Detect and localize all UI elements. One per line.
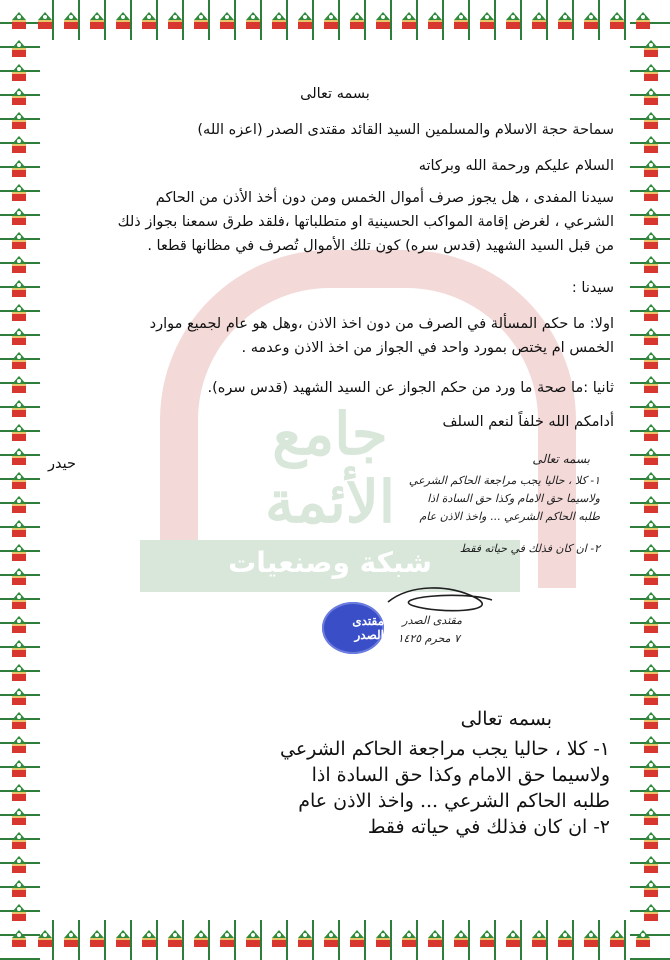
border-ornament-icon [10,760,28,778]
border-ornament-icon [166,930,184,948]
official-stamp: مقتدى الصدر [322,602,384,654]
border-ornament-icon [36,930,54,948]
border-ornament-icon [642,832,660,850]
handwritten-line: ١- كلا ، حاليا يجب مراجعة الحاكم الشرعي [408,474,600,487]
border-ornament-icon [634,930,652,948]
border-ornament-icon [556,12,574,30]
border-ornament-icon [504,930,522,948]
border-ornament-icon [10,328,28,346]
border-ornament-icon [556,930,574,948]
letter-sender: حيدر [48,456,76,472]
border-ornament-icon [642,64,660,82]
border-ornament-icon [642,208,660,226]
letter-greeting: السلام عليكم ورحمة الله وبركاته [418,158,614,174]
border-ornament-icon [642,592,660,610]
border-ornament-icon [10,930,28,948]
border-ornament-icon [192,930,210,948]
border-ornament-icon [642,352,660,370]
first-line: اولا: ما حكم المسألة في الصرف من دون اخذ الاذن ،وهل هو عام لجميع موارد [149,316,614,332]
border-ornament-icon [478,930,496,948]
border-ornament-icon [642,328,660,346]
border-ornament-icon [608,12,626,30]
border-ornament-icon [374,930,392,948]
border-ornament-icon [10,568,28,586]
border-ornament-icon [642,616,660,634]
border-ornament-icon [88,12,106,30]
border-ornament-icon [10,856,28,874]
border-ornament-icon [642,664,660,682]
border-ornament-icon [10,664,28,682]
border-ornament-icon [642,376,660,394]
border-ornament-icon [642,472,660,490]
border-ornament-icon [10,808,28,826]
border-ornament-icon [114,12,132,30]
letter-first-question [56,312,614,360]
border-ornament-icon [642,736,660,754]
watermark-band-text: شبكة وصنعيات [228,546,432,579]
border-ornament-icon [322,930,340,948]
border-ornament-icon [642,112,660,130]
letter-closing: أدامكم الله خلفاً لنعم السلف [442,414,614,430]
border-ornament-icon [642,280,660,298]
border-ornament-icon [10,136,28,154]
border-ornament-icon [10,184,28,202]
border-ornament-icon [166,12,184,30]
border-ornament-icon [582,12,600,30]
border-ornament-icon [642,520,660,538]
first-line: الخمس ام يختص بمورد واحد في الجواز من اخذ الاذن وعدمه . [241,340,614,356]
transcription-line: ٢- ان كان فذلك في حياته فقط [367,816,610,838]
border-ornament-icon [642,880,660,898]
border-ornament-icon [642,424,660,442]
border-ornament-icon [62,12,80,30]
border-ornament-icon [10,688,28,706]
border-ornament-icon [10,496,28,514]
border-ornament-icon [10,832,28,850]
border-ornament-icon [642,808,660,826]
border-ornament-icon [374,12,392,30]
border-ornament-icon [10,376,28,394]
question-line: الشرعي ، لغرض إقامة المواكب الحسينية او متطلباتها ،فلقد طرق سمعنا بجواز ذلك [117,214,614,230]
border-ornament-icon [270,930,288,948]
border-ornament-icon [10,880,28,898]
letter-title: بسمه تعالى [300,86,370,102]
border-ornament-icon [642,136,660,154]
border-ornament-icon [452,930,470,948]
border-ornament-icon [10,736,28,754]
border-ornament-icon [348,12,366,30]
border-ornament-icon [10,904,28,922]
question-line: سيدنا المفدى ، هل يجوز صرف أموال الخمس ومن دون أخذ الأذن من الحاكم [155,190,614,206]
border-ornament-icon [642,712,660,730]
letter-addressee: سماحة حجة الاسلام والمسلمين السيد القائد مقتدى الصدر (اعزه الله) [197,122,614,138]
border-ornament-icon [642,568,660,586]
border-ornament-icon [296,930,314,948]
border-ornament-icon [10,712,28,730]
letter-second-question: ثانيا :ما صحة ما ورد من حكم الجواز عن السيد الشهيد (قدس سره). [207,380,614,396]
handwritten-line: طلبه الحاكم الشرعي ... واخذ الاذن عام [419,510,600,523]
border-ornament-icon [642,904,660,922]
border-ornament-icon [530,12,548,30]
border-ornament-icon [10,472,28,490]
border-ornament-icon [582,930,600,948]
border-ornament-icon [140,930,158,948]
border-ornament-icon [642,496,660,514]
border-ornament-icon [642,232,660,250]
border-ornament-icon [10,64,28,82]
border-ornament-icon [10,784,28,802]
border-ornament-icon [10,280,28,298]
border-ornament-icon [10,40,28,58]
transcription-line: طلبه الحاكم الشرعي ... واخذ الاذن عام [298,790,610,812]
border-ornament-icon [218,930,236,948]
border-ornament-icon [244,12,262,30]
signature-name: مقتدى الصدر [402,614,462,627]
border-ornament-icon [10,520,28,538]
border-ornament-icon [504,12,522,30]
border-ornament-icon [642,304,660,322]
border-ornament-icon [36,12,54,30]
border-ornament-icon [530,930,548,948]
border-ornament-icon [10,304,28,322]
border-ornament-icon [114,930,132,948]
border-ornament-icon [10,88,28,106]
border-ornament-icon [10,12,28,30]
border-ornament-icon [478,12,496,30]
border-ornament-icon [400,12,418,30]
question-line: من قبل السيد الشهيد (قدس سره) كون تلك الأموال تُصرف في مظانها قطعا . [147,238,614,254]
transcription-title: بسمه تعالى [460,708,552,730]
border-ornament-icon [10,592,28,610]
handwritten-line: ولاسيما حق الامام وكذا حق السادة اذا [427,492,600,505]
border-ornament-icon [10,232,28,250]
transcription-body [190,736,610,840]
border-ornament-icon [10,352,28,370]
border-ornament-icon [244,930,262,948]
letter-sayyidna: سيدنا : [571,280,614,296]
transcription-line: ١- كلا ، حاليا يجب مراجعة الحاكم الشرعي [279,738,610,760]
border-ornament-icon [452,12,470,30]
border-ornament-icon [426,12,444,30]
border-ornament-icon [10,448,28,466]
border-ornament-icon [88,930,106,948]
signature-date: ٧ محرم ١٤٢٥ [397,632,460,645]
border-ornament-icon [10,640,28,658]
border-ornament-icon [270,12,288,30]
border-ornament-icon [608,930,626,948]
border-ornament-icon [218,12,236,30]
border-ornament-icon [10,208,28,226]
border-ornament-icon [634,12,652,30]
border-ornament-icon [140,12,158,30]
border-ornament-icon [10,112,28,130]
border-ornament-icon [642,448,660,466]
border-ornament-icon [642,760,660,778]
border-ornament-icon [400,930,418,948]
border-ornament-icon [10,256,28,274]
letter-question [56,186,614,258]
border-ornament-icon [10,400,28,418]
border-ornament-icon [62,930,80,948]
border-ornament-icon [296,12,314,30]
border-ornament-icon [642,160,660,178]
border-ornament-icon [642,40,660,58]
border-ornament-icon [642,640,660,658]
transcription-line: ولاسيما حق الامام وكذا حق السادة اذا [311,764,610,786]
border-ornament-icon [192,12,210,30]
border-ornament-icon [348,930,366,948]
border-ornament-icon [10,160,28,178]
border-ornament-icon [10,544,28,562]
border-ornament-icon [642,856,660,874]
watermark-calligraphy: جامع الأئمة [265,400,395,536]
handwritten-line: ٢- ان كان فذلك في حياته فقط [459,542,600,555]
border-ornament-icon [10,616,28,634]
border-ornament-icon [642,88,660,106]
border-ornament-icon [322,12,340,30]
border-ornament-icon [642,256,660,274]
border-ornament-icon [642,784,660,802]
border-ornament-icon [426,930,444,948]
border-ornament-icon [642,544,660,562]
border-ornament-icon [642,184,660,202]
handwritten-title: بسمه تعالى [532,452,590,466]
border-ornament-icon [642,400,660,418]
handwritten-answer [290,472,600,558]
border-ornament-icon [10,424,28,442]
border-ornament-icon [642,688,660,706]
